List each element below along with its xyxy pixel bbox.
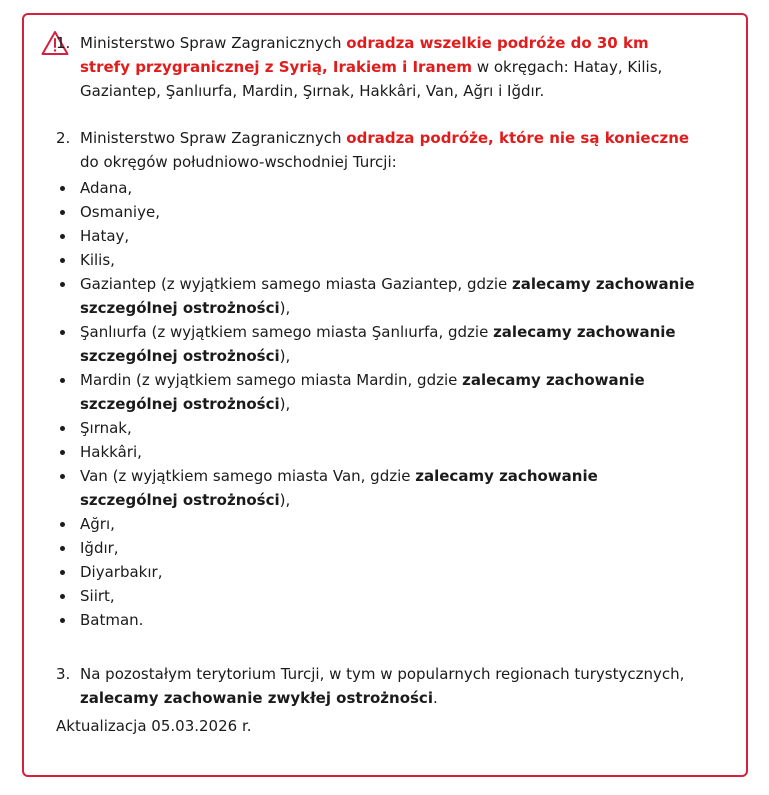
item-text: Ministerstwo Spraw Zagranicznych	[80, 34, 347, 52]
item-highlight: odradza podróże, które nie są konieczne	[346, 129, 690, 147]
list-item: Hakkâri,	[80, 440, 700, 464]
advisory-item-3	[56, 662, 692, 710]
item-highlight: odradza wszelkie podróże do 30 km strefy przygranicznej z Syrią, Irakiem i Iranem	[80, 34, 649, 76]
item-text-after: w okręgach: Hatay, Kilis, Gaziantep, Şanlıurfa, Mardin, Şırnak, Hakkâri, Van, Ağrı i Iğdır.	[80, 58, 663, 100]
list-item: Gaziantep (z wyjątkiem samego miasta Gaziantep, gdzie zalecamy zachowanie szczególnej ostrożności),	[80, 272, 700, 320]
item-text: Ministerstwo Spraw Zagranicznych	[80, 129, 347, 147]
advisory-item-2	[56, 126, 692, 174]
list-item: Diyarbakır,	[80, 560, 700, 584]
list-item: Batman.	[80, 608, 700, 632]
list-item: Van (z wyjątkiem samego miasta Van, gdzie zalecamy zachowanie szczególnej ostrożności),	[80, 464, 700, 512]
item-bold: zalecamy zachowanie zwykłej ostrożności	[80, 689, 433, 707]
list-item: Mardin (z wyjątkiem samego miasta Mardin, gdzie zalecamy zachowanie szczególnej ostrożności),	[80, 368, 700, 416]
list-item: Osmaniye,	[80, 200, 700, 224]
list-item: Iğdır,	[80, 536, 700, 560]
list-item: Şırnak,	[80, 416, 700, 440]
item-number: 2.	[56, 129, 71, 147]
list-item: Kilis,	[80, 248, 700, 272]
province-list	[80, 176, 700, 632]
list-item: Hatay,	[80, 224, 700, 248]
item-text-after: .	[432, 689, 438, 707]
item-number: 1.	[56, 34, 71, 52]
list-item: Adana,	[80, 176, 700, 200]
item-number: 3.	[56, 665, 71, 683]
list-item: Siirt,	[80, 584, 700, 608]
item-text-after: do okręgów południowo-wschodniej Turcji:	[80, 153, 397, 171]
list-item: Şanlıurfa (z wyjątkiem samego miasta Şanlıurfa, gdzie zalecamy zachowanie szczególnej ostrożności),	[80, 320, 700, 368]
item-text: Na pozostałym terytorium Turcji, w tym w popularnych regionach turystycznych,	[80, 665, 685, 683]
list-item: Ağrı,	[80, 512, 700, 536]
update-date: Aktualizacja 05.03.2026 r.	[56, 717, 252, 735]
advisory-item-1	[56, 31, 692, 103]
